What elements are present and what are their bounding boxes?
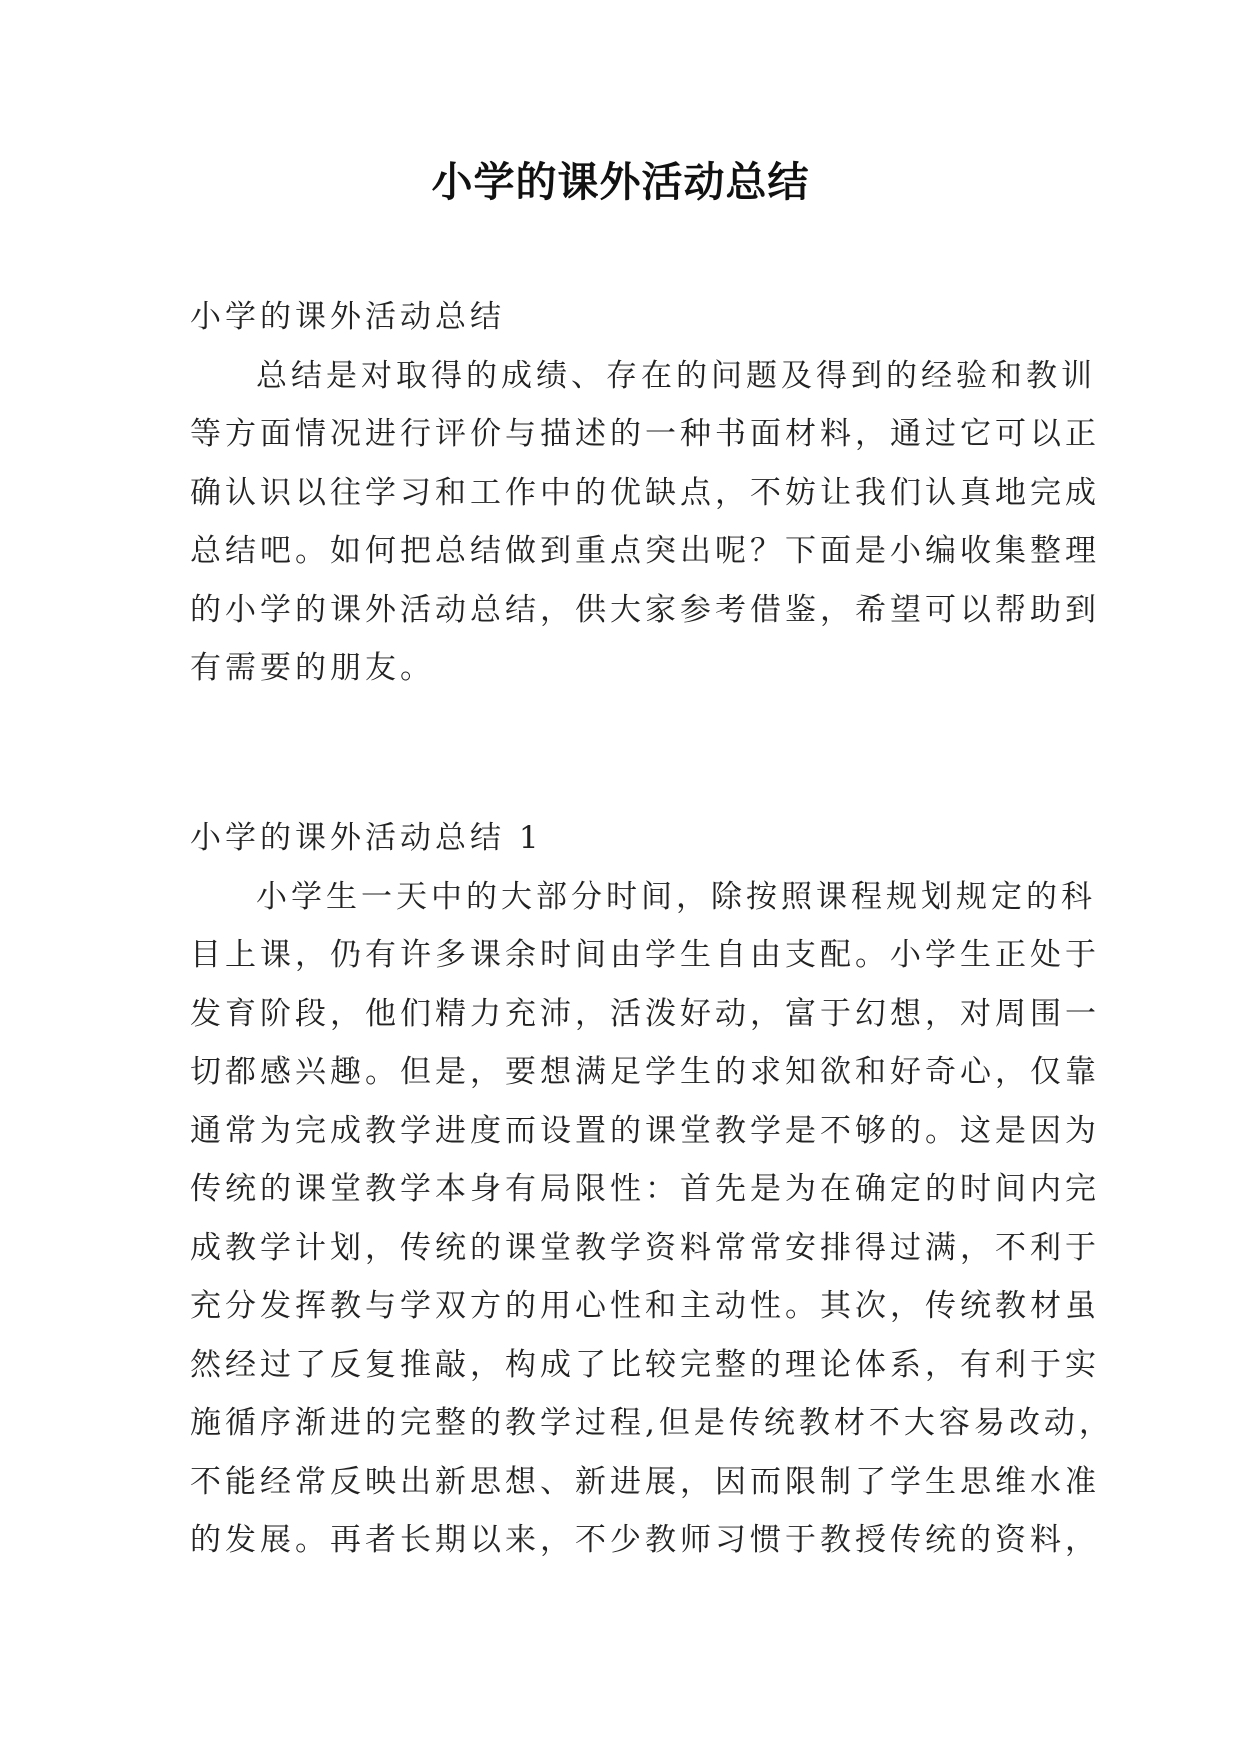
section-1-line: 小学生一天中的大部分时间，除按照课程规划规定的科 [256, 878, 1096, 915]
section-1-line: 通常为完成教学进度而设置的课堂教学是不够的。这是因为 [190, 1112, 1100, 1149]
section-1-line: 传统的课堂教学本身有局限性：首先是为在确定的时间内完 [190, 1171, 1100, 1207]
intro-heading: 小学的课外活动总结 [190, 299, 505, 335]
intro-line: 确认识以往学习和工作中的优缺点，不妨让我们认真地完成 [190, 474, 1100, 511]
intro-block [190, 288, 1100, 698]
intro-line: 总结是对取得的成绩、存在的问题及得到的经验和教训 [256, 357, 1096, 394]
intro-line: 的小学的课外活动总结，供大家参考借鉴，希望可以帮助到 [190, 591, 1100, 628]
section-1-line: 不能经常反映出新思想、新进展，因而限制了学生思维水准 [190, 1463, 1100, 1500]
intro-line: 总结吧。如何把总结做到重点突出呢？下面是小编收集整理 [190, 533, 1100, 569]
section-1-line: 目上课，仍有许多课余时间由学生自由支配。小学生正处于 [190, 937, 1100, 973]
intro-line: 有需要的朋友。 [190, 650, 435, 686]
section-1-line: 发育阶段，他们精力充沛，活泼好动，富于幻想，对周围一 [190, 995, 1100, 1032]
intro-line: 等方面情况进行评价与描述的一种书面材料，通过它可以正 [190, 416, 1100, 452]
document-title: 小学的课外活动总结 [431, 158, 810, 206]
section-1-line: 充分发挥教与学双方的用心性和主动性。其次，传统教材虽 [190, 1288, 1100, 1324]
section-1-line: 成教学计划，传统的课堂教学资料常常安排得过满，不利于 [190, 1229, 1100, 1266]
section-1-block [190, 809, 1114, 1570]
section-1-heading: 小学的课外活动总结 1 [190, 820, 543, 856]
section-1-line: 的发展。再者长期以来，不少教师习惯于教授传统的资料， [190, 1522, 1100, 1558]
section-1-line: 然经过了反复推敲，构成了比较完整的理论体系，有利于实 [190, 1346, 1100, 1383]
section-1-line: 切都感兴趣。但是，要想满足学生的求知欲和好奇心，仅靠 [190, 1054, 1100, 1090]
section-1-line: 施循序渐进的完整的教学过程,但是传统教材不大容易改动， [190, 1405, 1114, 1441]
